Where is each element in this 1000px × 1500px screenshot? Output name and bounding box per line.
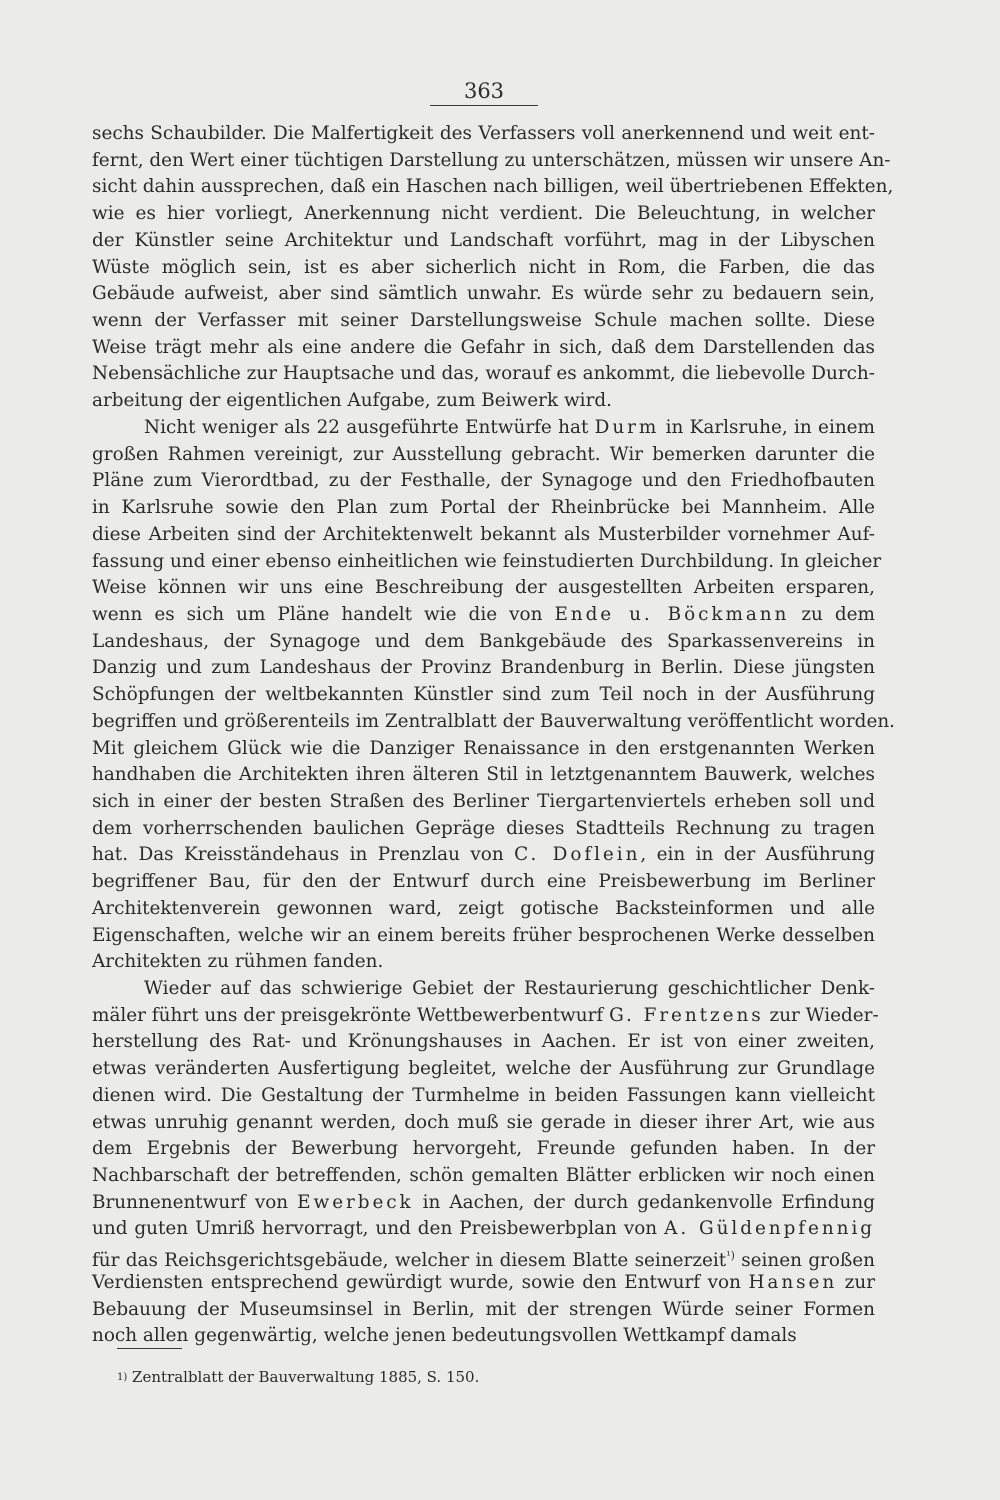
text-line xyxy=(92,1297,875,1324)
spaced-name: Ewerbeck xyxy=(297,1191,414,1213)
text-line xyxy=(92,976,875,1003)
text-segment: großen Rahmen vereinigt, zur Ausstellung gebracht. Wir bemerken darunter die xyxy=(92,443,875,465)
text-segment: handhaben die Architekten ihren älteren Stil in letztgenanntem Bauwerk, welches xyxy=(92,764,875,786)
text-segment: etwas veränderten Ausfertigung begleitet, welche der Ausführung zur Grundlage xyxy=(92,1058,875,1080)
text-line xyxy=(92,655,875,682)
text-segment: Schöpfungen der weltbekannten Künstler sind zum Teil noch in der Ausführung xyxy=(92,684,875,706)
text-line xyxy=(92,335,875,362)
text-line xyxy=(92,1029,875,1056)
text-line xyxy=(92,174,894,201)
text-segment: der Künstler seine Architektur und Landschaft vorführt, mag in der Libyschen xyxy=(92,229,875,251)
text-line xyxy=(92,308,875,335)
text-segment: noch allen gegenwärtig, welche jenen bedeutungsvollen Wettkampf damals xyxy=(92,1325,797,1347)
text-segment: in Karlsruhe sowie den Plan zum Portal der Rheinbrücke bei Mannheim. Alle xyxy=(92,497,875,519)
text-segment: , ein in der Ausführung xyxy=(640,844,875,866)
text-segment: sechs Schaubilder. Die Malfertigkeit des Verfassers voll anerkennend und weit ent- xyxy=(92,123,875,144)
text-line xyxy=(92,896,875,923)
text-segment: fassung und einer ebenso einheitlichen wie feinstudierten Durchbildung. In gleicher xyxy=(92,550,882,572)
text-segment: zur xyxy=(837,1271,875,1293)
text-segment: zur Wieder- xyxy=(763,1004,879,1026)
text-line xyxy=(92,522,875,549)
text-line xyxy=(92,1190,875,1217)
text-segment: sicht dahin aussprechen, daß ein Haschen nach billigen, weil übertriebenen Effekten, xyxy=(92,176,894,198)
text-line xyxy=(92,762,875,789)
text-segment: hat. Das Kreisständehaus in Prenzlau von xyxy=(92,844,515,866)
text-line xyxy=(92,842,875,869)
spaced-name: Ende u. Böckmann xyxy=(554,603,790,625)
text-line xyxy=(92,575,875,602)
text-segment: seinen großen xyxy=(734,1250,875,1272)
text-line xyxy=(92,869,875,896)
text-segment: Danzig und zum Landeshaus der Provinz Brandenburg in Berlin. Diese jüngsten xyxy=(92,657,875,679)
text-segment: für das Reichsgerichtsgebäude, welcher in diesem Blatte seinerzeit xyxy=(92,1250,727,1272)
text-line xyxy=(92,682,875,709)
text-segment: Nachbarschaft der betreffenden, schön gemalten Blätter erblicken wir noch einen xyxy=(92,1165,875,1187)
text-line xyxy=(92,1136,875,1163)
text-segment: Wieder auf das schwierige Gebiet der Restaurierung geschichtlicher Denk- xyxy=(144,978,875,999)
text-segment: Gebäude aufweist, aber sind sämtlich unwahr. Es würde sehr zu bedauern sein, xyxy=(92,283,875,305)
footnote xyxy=(117,1367,617,1390)
text-line xyxy=(92,549,882,576)
text-segment: dem Ergebnis der Bewerbung hervorgeht, Freunde gefunden haben. In der xyxy=(92,1138,875,1160)
text-line xyxy=(92,1056,875,1083)
text-segment: Eigenschaften, welche wir an einem bereits früher besprochenen Werke desselben xyxy=(92,924,875,946)
text-line xyxy=(92,148,891,175)
text-segment: Nicht weniger als 22 ausgeführte Entwürfe hat xyxy=(144,416,595,438)
spaced-name: A. Güldenpfennig xyxy=(664,1218,875,1240)
text-segment: Landeshaus, der Synagoge und dem Bankgebäude des Sparkassenvereins in xyxy=(92,630,875,652)
footnote-reference: ¹) xyxy=(726,1249,735,1263)
page-number: 363 xyxy=(430,78,538,106)
text-line xyxy=(92,602,875,629)
text-line xyxy=(92,1163,875,1190)
text-segment: Brunnenentwurf von xyxy=(92,1191,298,1213)
text-segment: Architektenverein gewonnen ward, zeigt gotische Backsteinformen und alle xyxy=(92,897,875,919)
text-line xyxy=(92,415,875,442)
text-segment: Bebauung der Museumsinsel in Berlin, mit der strengen Würde seiner Formen xyxy=(92,1298,875,1320)
text-line xyxy=(92,1323,875,1350)
text-segment: Architekten zu rühmen fanden. xyxy=(92,951,384,973)
text-segment: begriffener Bau, für den der Entwurf durch eine Preisbewerbung im Berliner xyxy=(92,871,875,893)
text-line xyxy=(92,1110,875,1137)
text-line xyxy=(92,201,875,228)
body-text xyxy=(92,121,896,1350)
text-segment: arbeitung der eigentlichen Aufgabe, zum Beiwerk wird. xyxy=(92,390,612,412)
text-segment: wie es hier vorliegt, Anerkennung nicht verdient. Die Beleuchtung, in welcher xyxy=(92,203,875,225)
text-segment: diese Arbeiten sind der Architektenwelt bekannt als Musterbilder vornehmer Auf- xyxy=(92,523,875,545)
text-segment: wenn der Verfasser mit seiner Darstellungsweise Schule machen sollte. Diese xyxy=(92,310,875,332)
text-line xyxy=(92,281,875,308)
text-line xyxy=(92,361,875,388)
text-segment: zu dem xyxy=(789,603,875,625)
text-segment: wenn es sich um Pläne handelt wie die von xyxy=(92,603,555,625)
text-line xyxy=(92,468,875,495)
text-line xyxy=(92,442,875,469)
text-line xyxy=(92,923,875,950)
text-line xyxy=(92,388,875,415)
spaced-name: G. Frentzens xyxy=(609,1004,764,1026)
text-line xyxy=(92,736,875,763)
text-segment: Mit gleichem Glück wie die Danziger Renaissance in den erstgenannten Werken xyxy=(92,737,875,759)
text-line xyxy=(92,1270,875,1297)
spaced-name: C. Doflein xyxy=(514,844,641,866)
text-line xyxy=(92,1003,879,1030)
text-segment: Weise können wir uns eine Beschreibung der ausgestellten Arbeiten ersparen, xyxy=(92,577,875,599)
text-line xyxy=(92,121,875,148)
text-line xyxy=(92,1083,875,1110)
text-line xyxy=(92,949,875,976)
text-segment: Wüste möglich sein, ist es aber sicherlich nicht in Rom, die Farben, die das xyxy=(92,256,875,278)
footnote-marker: 1) xyxy=(117,1372,128,1383)
text-segment: sich in einer der besten Straßen des Berliner Tiergartenviertels erheben soll und xyxy=(92,790,875,812)
text-segment: fernt, den Wert einer tüchtigen Darstellung zu unterschätzen, müssen wir unsere An- xyxy=(92,149,891,171)
text-line xyxy=(92,255,875,282)
text-segment: dienen wird. Die Gestaltung der Turmhelme in beiden Fassungen kann vielleicht xyxy=(92,1084,875,1106)
text-segment: dem vorherrschenden baulichen Gepräge dieses Stadtteils Rechnung zu tragen xyxy=(92,817,875,839)
text-segment: Pläne zum Vierordtbad, zu der Festhalle, der Synagoge und den Friedhofbauten xyxy=(92,470,875,492)
footnote-text: Zentralblatt der Bauverwaltung 1885, S. 150. xyxy=(132,1368,480,1386)
text-line xyxy=(92,228,875,255)
text-segment: Weise trägt mehr als eine andere die Gefahr in sich, daß dem Darstellenden das xyxy=(92,336,875,358)
text-line xyxy=(92,789,875,816)
text-segment: in Aachen, der durch gedankenvolle Erfindung xyxy=(413,1191,875,1213)
text-line xyxy=(92,709,896,736)
text-segment: begriffen und größerenteils im Zentralblatt der Bauverwaltung veröffentlicht worden. xyxy=(92,710,896,732)
text-line xyxy=(92,1216,875,1243)
text-line xyxy=(92,495,875,522)
text-segment: in Karlsruhe, in einem xyxy=(659,416,875,438)
text-segment: etwas unruhig genannt werden, doch muß sie gerade in dieser ihrer Art, wie aus xyxy=(92,1111,875,1133)
footnote-separator xyxy=(117,1348,182,1349)
text-segment: mäler führt uns der preisgekrönte Wettbewerbentwurf xyxy=(92,1004,610,1026)
text-segment: und guten Umriß hervorragt, und den Preisbewerbplan von xyxy=(92,1218,665,1240)
text-segment: Verdiensten entsprechend gewürdigt wurde, sowie den Entwurf von xyxy=(92,1271,749,1293)
text-segment: Nebensächliche zur Hauptsache und das, worauf es ankommt, die liebevolle Durch- xyxy=(92,363,875,385)
text-line xyxy=(92,816,875,843)
spaced-name: Durm xyxy=(594,416,660,438)
text-segment: herstellung des Rat- und Krönungshauses in Aachen. Er ist von einer zweiten, xyxy=(92,1031,875,1053)
text-line xyxy=(92,1243,875,1270)
spaced-name: Hansen xyxy=(748,1271,838,1293)
text-line xyxy=(92,629,875,656)
